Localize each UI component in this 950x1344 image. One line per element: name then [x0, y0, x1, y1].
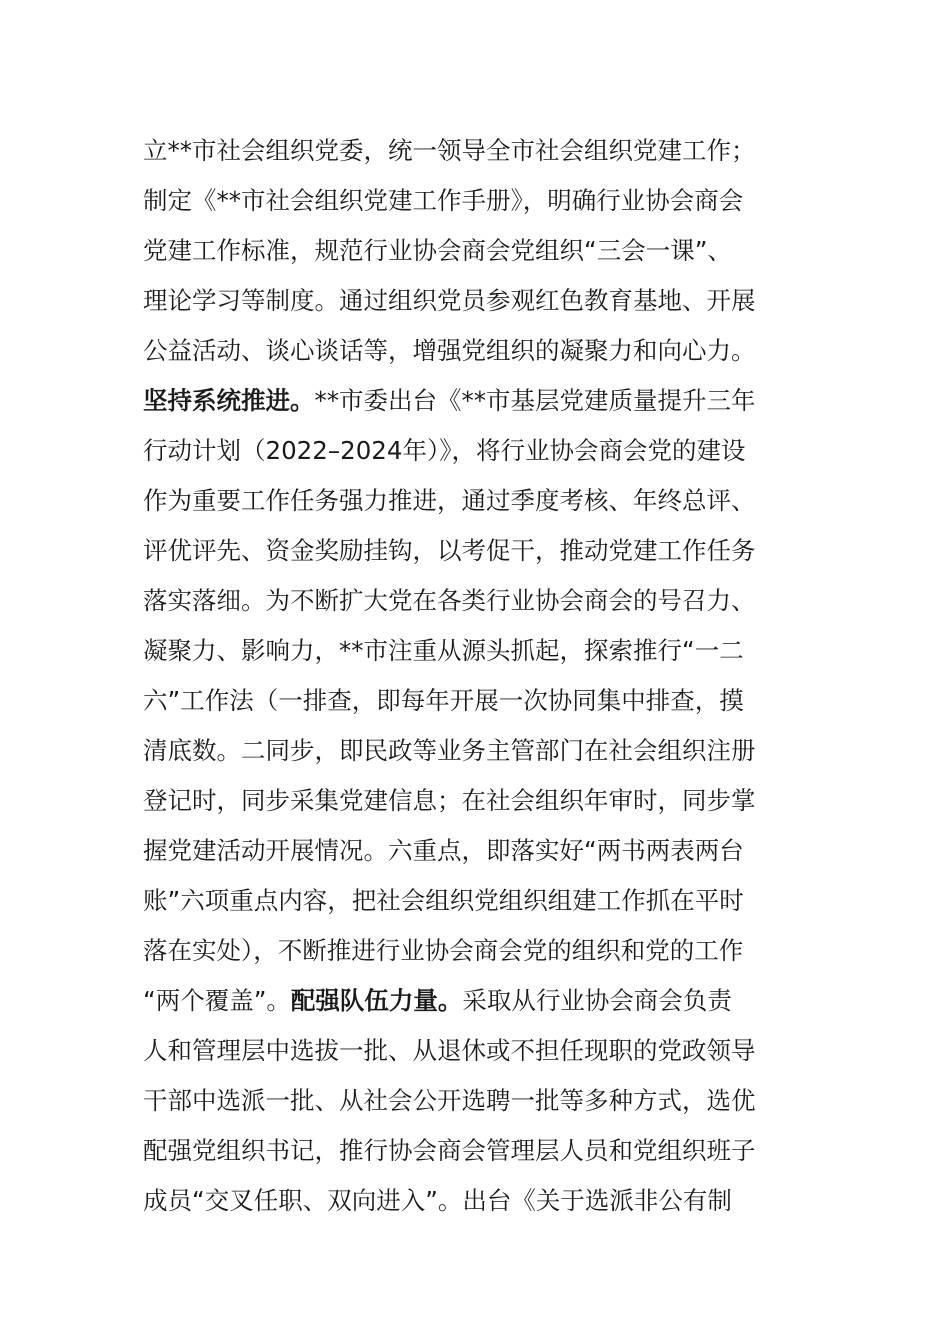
text-line: [143, 1176, 813, 1226]
text-segment: 理论学习等制度。通过组织党员参观红色教育基地、开展: [143, 286, 756, 315]
text-line: [143, 426, 813, 476]
text-segment: 清底数。二同步，即民政等业务主管部门在社会组织注册: [143, 736, 756, 765]
text-segment: 凝聚力、影响力，**市注重从源头抓起，探索推行“一二: [143, 636, 744, 665]
text-segment: 落实落细。为不断扩大党在各类行业协会商会的号召力、: [143, 586, 756, 615]
text-segment: 立**市社会组织党委，统一领导全市社会组织党建工作；: [143, 136, 756, 165]
text-segment: 制定《**市社会组织党建工作手册》，明确行业协会商会: [143, 186, 744, 215]
text-line: [143, 626, 813, 676]
text-line: [143, 876, 813, 926]
text-segment: 采取从行业协会商会负责: [462, 986, 732, 1015]
text-segment: 登记时，同步采集党建信息；在社会组织年审时，同步掌: [143, 786, 756, 815]
text-segment: 人和管理层中选拔一批、从退休或不担任现职的党政领导: [143, 1036, 756, 1065]
bold-heading-phrase: 坚持系统推进。: [143, 386, 315, 415]
bold-heading-phrase: 配强队伍力量。: [290, 986, 463, 1015]
text-line: [143, 276, 813, 326]
text-line: [143, 1076, 813, 1126]
text-line: [143, 776, 813, 826]
text-segment: 配强党组织书记，推行协会商会管理层人员和党组织班子: [143, 1136, 756, 1165]
text-segment: **市委出台《**市基层党建质量提升三年: [314, 386, 756, 415]
text-segment: “两个覆盖”。: [143, 986, 291, 1015]
text-segment: 干部中选派一批、从社会公开选聘一批等多种方式，选优: [143, 1086, 756, 1115]
body-text: [143, 126, 813, 1226]
text-line: [143, 326, 813, 376]
text-segment: 账”六项重点内容，把社会组织党组织组建工作抓在平时: [143, 886, 744, 915]
text-line: [143, 126, 813, 176]
text-line: [143, 376, 813, 426]
text-line: [143, 226, 813, 276]
text-line: [143, 726, 813, 776]
text-segment: 成员“交叉任职、双向进入”。出台《关于选派非公有制: [143, 1186, 732, 1215]
text-line: [143, 476, 813, 526]
text-segment: 落在实处），不断推进行业协会商会党的组织和党的工作: [143, 936, 744, 965]
text-segment: 行动计划（2022–2024年）》，将行业协会商会党的建设: [143, 436, 746, 465]
text-line: [143, 176, 813, 226]
text-segment: 握党建活动开展情况。六重点，即落实好“两书两表两台: [143, 836, 744, 865]
text-line: [143, 926, 813, 976]
text-line: [143, 576, 813, 626]
text-segment: 公益活动、谈心谈话等，增强党组织的凝聚力和向心力。: [143, 336, 756, 365]
text-line: [143, 676, 813, 726]
text-line: [143, 526, 813, 576]
text-segment: 作为重要工作任务强力推进，通过季度考核、年终总评、: [143, 486, 756, 515]
text-segment: 党建工作标准，规范行业协会商会党组织“三会一课”、: [143, 236, 732, 265]
text-line: [143, 976, 813, 1026]
text-line: [143, 1026, 813, 1076]
text-segment: 六”工作法（一排查，即每年开展一次协同集中排查，摸: [143, 686, 744, 715]
text-segment: 评优评先、资金奖励挂钩，以考促干，推动党建工作任务: [143, 536, 756, 565]
text-line: [143, 1126, 813, 1176]
text-line: [143, 826, 813, 876]
